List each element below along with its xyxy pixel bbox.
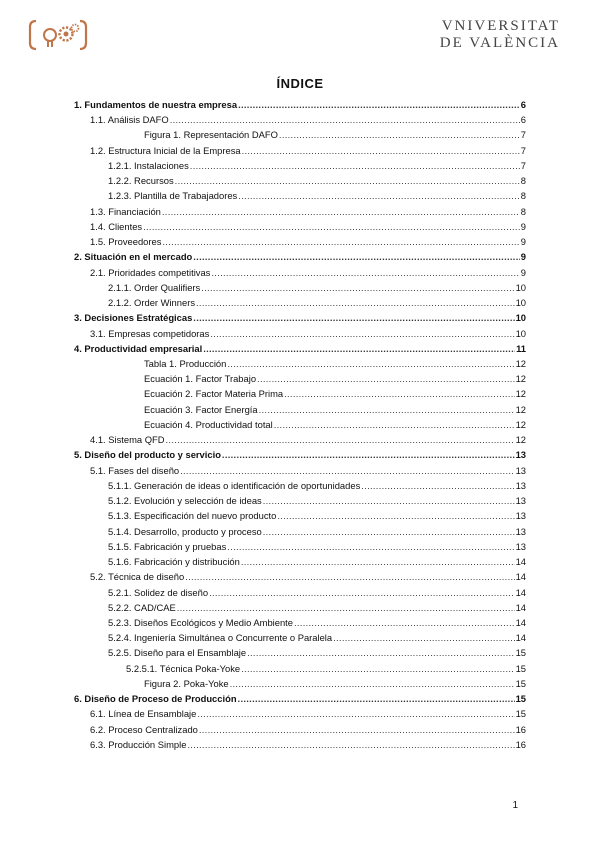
toc-leader-dots — [277, 508, 514, 523]
toc-entry-page: 6 — [520, 99, 526, 110]
toc-entry-label: 4. Productividad empresarial — [74, 342, 203, 354]
toc-entry-page: 13 — [515, 464, 526, 476]
toc-leader-dots — [263, 493, 515, 508]
toc-entry-label: 6. Diseño de Proceso de Producción — [74, 693, 237, 705]
toc-leader-dots — [162, 234, 519, 249]
toc-entry-label: 2.1.2. Order Winners — [108, 297, 196, 309]
toc-entry-label: Tabla 1. Producción — [144, 357, 227, 369]
toc-entry-label: Ecuación 4. Productividad total — [144, 418, 273, 430]
toc-entry[interactable] — [74, 661, 526, 676]
toc-entry[interactable] — [74, 706, 526, 721]
toc-leader-dots — [193, 310, 514, 325]
toc-entry-page: 7 — [520, 144, 526, 156]
toc-entry-label: 2.1.1. Order Qualifiers — [108, 281, 201, 293]
toc-entry-label: 1.3. Financiación — [90, 205, 161, 217]
toc-entry[interactable] — [74, 493, 526, 508]
toc-entry-page: 16 — [515, 723, 526, 735]
toc-entry-page: 12 — [515, 373, 526, 385]
toc-entry[interactable] — [74, 143, 526, 158]
faculty-logo — [28, 18, 88, 52]
toc-entry[interactable] — [74, 204, 526, 219]
toc-leader-dots — [222, 447, 515, 462]
toc-entry-label: 6.2. Proceso Centralizado — [90, 723, 198, 735]
toc-entry[interactable] — [74, 173, 526, 188]
toc-leader-dots — [199, 722, 515, 737]
toc-entry-page: 12 — [515, 403, 526, 415]
toc-leader-dots — [187, 737, 514, 752]
toc-entry-label: 1.5. Proveedores — [90, 236, 162, 248]
toc-entry-page: 14 — [515, 556, 526, 568]
toc-entry-label: 5.2.5.1. Técnica Poka-Yoke — [126, 662, 241, 674]
toc-entry[interactable] — [74, 722, 526, 737]
toc-entry[interactable] — [74, 569, 526, 584]
toc-leader-dots — [238, 188, 520, 203]
university-name-line1: VNIVERSITAT — [441, 18, 560, 34]
toc-entry-page: 13 — [515, 540, 526, 552]
toc-leader-dots — [170, 112, 520, 127]
toc-leader-dots — [279, 127, 520, 142]
toc-entry-page: 11 — [516, 342, 526, 354]
toc-entry-label: 5.2.2. CAD/CAE — [108, 601, 176, 613]
toc-entry[interactable] — [74, 127, 526, 142]
toc-entry[interactable] — [74, 158, 526, 173]
toc-entry[interactable] — [74, 691, 526, 706]
toc-entry-page: 14 — [515, 632, 526, 644]
toc-entry-page: 10 — [515, 312, 526, 324]
toc-entry-page: 13 — [515, 479, 526, 491]
toc-leader-dots — [177, 600, 515, 615]
toc-entry[interactable] — [74, 417, 526, 432]
toc-leader-dots — [294, 615, 515, 630]
toc-entry-page: 13 — [515, 495, 526, 507]
toc-entry[interactable] — [74, 402, 526, 417]
page-title: ÍNDICE — [276, 76, 324, 91]
toc-entry-page: 7 — [520, 159, 526, 171]
toc-entry[interactable] — [74, 112, 526, 127]
toc-entry-label: 6.1. Línea de Ensamblaje — [90, 708, 197, 720]
toc-entry[interactable] — [74, 554, 526, 569]
toc-entry-page: 13 — [515, 510, 526, 522]
toc-entry-label: Ecuación 3. Factor Energía — [144, 403, 258, 415]
toc-entry-page: 8 — [520, 175, 526, 187]
university-logo — [440, 18, 560, 52]
toc-entry-page: 15 — [515, 662, 526, 674]
toc-entry-page: 14 — [515, 571, 526, 583]
toc-entry-label: 5.1.6. Fabricación y distribución — [108, 556, 240, 568]
toc-entry-label: 3.1. Empresas competidoras — [90, 327, 210, 339]
toc-leader-dots — [180, 463, 514, 478]
toc-entry-label: 3. Decisiones Estratégicas — [74, 312, 193, 324]
toc-entry[interactable] — [74, 356, 526, 371]
toc-leader-dots — [333, 630, 514, 645]
toc-entry[interactable] — [74, 478, 526, 493]
toc-entry-page: 10 — [515, 297, 526, 309]
toc-entry[interactable] — [74, 463, 526, 478]
toc-entry-page: 12 — [515, 418, 526, 430]
toc-entry[interactable] — [74, 645, 526, 660]
toc-entry[interactable] — [74, 249, 526, 264]
toc-leader-dots — [143, 219, 520, 234]
toc-entry-page: 10 — [515, 327, 526, 339]
toc-entry-page: 15 — [515, 693, 526, 705]
toc-entry-page: 9 — [520, 220, 526, 232]
toc-entry-label: 1.1. Análisis DAFO — [90, 114, 169, 126]
toc-entry-page: 9 — [520, 266, 526, 278]
toc-entry-label: 1.2.3. Plantilla de Trabajadores — [108, 190, 238, 202]
toc-entry-page: 16 — [515, 738, 526, 750]
toc-entry-page: 9 — [520, 251, 526, 263]
toc-leader-dots — [201, 280, 514, 295]
toc-entry-label: 4.1. Sistema QFD — [90, 434, 165, 446]
toc-entry-page: 9 — [520, 236, 526, 248]
toc-entry[interactable] — [74, 432, 526, 447]
toc-entry-label: 5.2. Técnica de diseño — [90, 571, 185, 583]
toc-entry[interactable] — [74, 386, 526, 401]
toc-entry-label: Ecuación 1. Factor Trabajo — [144, 373, 257, 385]
toc-entry[interactable] — [74, 676, 526, 691]
toc-entry-label: Figura 1. Representación DAFO — [144, 129, 278, 141]
toc-entry-label: 1.2.2. Recursos — [108, 175, 174, 187]
toc-leader-dots — [196, 295, 515, 310]
toc-entry[interactable] — [74, 280, 526, 295]
toc-leader-dots — [209, 585, 514, 600]
toc-leader-dots — [193, 249, 520, 264]
toc-entry-label: 5. Diseño del producto y servicio — [74, 449, 221, 461]
toc-entry-label: 1.4. Clientes — [90, 220, 143, 232]
toc-entry[interactable] — [74, 508, 526, 523]
toc-entry[interactable] — [74, 371, 526, 386]
page-number: 1 — [512, 800, 518, 811]
toc-leader-dots — [259, 402, 515, 417]
toc-entry-page: 6 — [520, 114, 526, 126]
toc-entry-page: 14 — [515, 601, 526, 613]
toc-entry-page: 14 — [515, 586, 526, 598]
toc-entry[interactable] — [74, 341, 526, 356]
toc-entry-label: Ecuación 2. Factor Materia Prima — [144, 388, 284, 400]
toc-entry[interactable] — [74, 310, 526, 325]
toc-entry-label: 5.2.1. Solidez de diseño — [108, 586, 209, 598]
toc-entry-label: 6.3. Producción Simple — [90, 738, 187, 750]
toc-entry-page: 13 — [515, 525, 526, 537]
toc-leader-dots — [185, 569, 514, 584]
toc-entry[interactable] — [74, 615, 526, 630]
toc-entry-label: 5.1.2. Evolución y selección de ideas — [108, 495, 262, 507]
toc-entry-label: 5.1. Fases del diseño — [90, 464, 180, 476]
toc-entry-label: Figura 2. Poka-Yoke — [144, 677, 229, 689]
toc-leader-dots — [274, 417, 515, 432]
toc-entry[interactable] — [74, 265, 526, 280]
toc-entry[interactable] — [74, 326, 526, 341]
toc-entry-label: 1.2. Estructura Inicial de la Empresa — [90, 144, 241, 156]
toc-leader-dots — [257, 371, 515, 386]
toc-leader-dots — [211, 265, 519, 280]
toc-entry[interactable] — [74, 539, 526, 554]
toc-entry-page: 12 — [515, 357, 526, 369]
toc-leader-dots — [162, 204, 520, 219]
toc-entry-label: 2.1. Prioridades competitivas — [90, 266, 211, 278]
toc-leader-dots — [238, 691, 515, 706]
toc-leader-dots — [241, 554, 515, 569]
toc-leader-dots — [242, 143, 520, 158]
toc-leader-dots — [166, 432, 515, 447]
toc-entry[interactable] — [74, 219, 526, 234]
toc-entry[interactable] — [74, 600, 526, 615]
university-name-line2: DE VALÈNCIA — [439, 35, 560, 51]
toc-entry-page: 15 — [515, 647, 526, 659]
toc-entry-page: 12 — [515, 434, 526, 446]
toc-entry-page: 12 — [515, 388, 526, 400]
toc-entry-page: 15 — [515, 677, 526, 689]
toc-entry-page: 14 — [515, 616, 526, 628]
toc-leader-dots — [227, 539, 514, 554]
toc-entry-label: 1. Fundamentos de nuestra empresa — [74, 99, 238, 110]
toc-entry-page: 10 — [515, 281, 526, 293]
toc-leader-dots — [227, 356, 514, 371]
toc-leader-dots — [175, 173, 520, 188]
toc-leader-dots — [247, 645, 514, 660]
toc-entry[interactable] — [74, 524, 526, 539]
toc-entry-page: 13 — [515, 449, 526, 461]
toc-leader-dots — [230, 676, 515, 691]
toc-entry-label: 2. Situación en el mercado — [74, 251, 193, 263]
toc-entry[interactable] — [74, 447, 526, 462]
toc-leader-dots — [241, 661, 514, 676]
toc-entry-label: 5.1.5. Fabricación y pruebas — [108, 540, 227, 552]
toc-leader-dots — [238, 97, 520, 112]
toc-entry-label: 5.1.4. Desarrollo, producto y proceso — [108, 525, 262, 537]
toc-leader-dots — [361, 478, 514, 493]
toc-leader-dots — [203, 341, 515, 356]
toc-entry-label: 1.2.1. Instalaciones — [108, 159, 189, 171]
toc-entry-page: 8 — [520, 190, 526, 202]
toc-entry[interactable] — [74, 234, 526, 249]
toc-entry[interactable] — [74, 737, 526, 752]
toc-entry-label: 5.1.3. Especificación del nuevo producto — [108, 510, 277, 522]
toc-entry[interactable] — [74, 188, 526, 203]
toc-leader-dots — [197, 706, 514, 721]
toc-entry-label: 5.1.1. Generación de ideas o identificación de oportunidades — [108, 479, 361, 491]
toc-leader-dots — [263, 524, 515, 539]
toc-entry-label: 5.2.5. Diseño para el Ensamblaje — [108, 647, 247, 659]
toc-entry-page: 7 — [520, 129, 526, 141]
toc-entry-page: 15 — [515, 708, 526, 720]
toc-leader-dots — [190, 158, 520, 173]
toc-entry-page: 8 — [520, 205, 526, 217]
toc-leader-dots — [284, 386, 514, 401]
toc-entry[interactable] — [74, 585, 526, 600]
toc-entry[interactable] — [74, 295, 526, 310]
toc-entry[interactable] — [74, 97, 526, 112]
toc-entry-label: 5.2.4. Ingeniería Simultánea o Concurrente o Paralela — [108, 632, 333, 644]
toc-entry[interactable] — [74, 630, 526, 645]
toc-leader-dots — [210, 326, 514, 341]
table-of-contents — [74, 97, 526, 752]
toc-entry-label: 5.2.3. Diseños Ecológicos y Medio Ambiente — [108, 616, 293, 628]
